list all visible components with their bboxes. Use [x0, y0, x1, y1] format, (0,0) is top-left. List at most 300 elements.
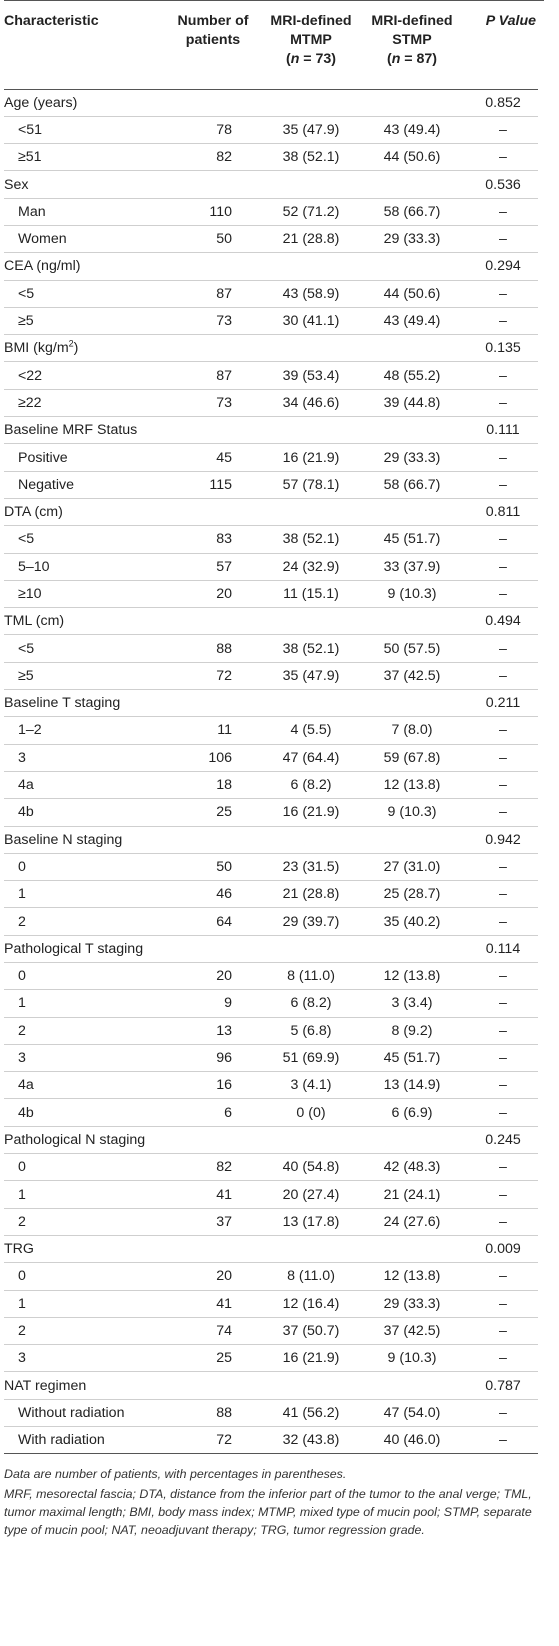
- patients-cell: 73: [216, 394, 232, 411]
- row-label-cell: [4, 990, 168, 1017]
- p-value-cell: –: [499, 1323, 507, 1339]
- p-value-cell: –: [499, 667, 507, 684]
- row-label-cell: [4, 1044, 168, 1071]
- row-label-cell: [4, 1263, 168, 1290]
- patients-cell: [168, 935, 258, 962]
- p-value-cell: –: [499, 749, 507, 766]
- patients-cell: [168, 1372, 258, 1399]
- table-group-row: [4, 826, 538, 853]
- patients-cell: 18: [216, 777, 232, 794]
- patients-cell: [168, 171, 258, 198]
- p-value-cell: –: [499, 722, 507, 739]
- table-footnotes: [4, 1465, 540, 1539]
- mtmp-cell: [258, 935, 364, 962]
- mtmp-cell: 11 (15.1): [283, 585, 339, 602]
- label-text: TML (cm): [4, 613, 65, 630]
- mtmp-cell: 35 (47.9): [282, 667, 340, 684]
- row-label-cell: [4, 1427, 168, 1454]
- header-characteristic: Characteristic: [4, 13, 99, 29]
- row-label-cell: [4, 553, 168, 580]
- mtmp-cell: 35 (47.9): [282, 121, 340, 138]
- table-row: [4, 1399, 538, 1426]
- label-text: <22: [18, 367, 43, 384]
- label-text: Positive: [18, 449, 68, 466]
- label-text: Negative: [18, 476, 74, 493]
- patients-cell: 110: [209, 203, 232, 220]
- patients-cell: 25: [216, 804, 232, 821]
- mtmp-cell: [258, 171, 364, 198]
- mtmp-cell: [258, 1372, 364, 1399]
- stmp-cell: 29 (33.3): [383, 449, 441, 466]
- mtmp-cell: 43 (58.9): [282, 285, 340, 302]
- label-text: 3: [18, 1050, 26, 1067]
- header-p-value: P Value: [485, 13, 536, 29]
- mtmp-cell: 12 (16.4): [282, 1295, 340, 1312]
- patients-cell: [168, 89, 258, 116]
- p-value-cell: –: [499, 1186, 507, 1203]
- mtmp-cell: [258, 690, 364, 717]
- mtmp-cell: 13 (17.8): [282, 1213, 340, 1230]
- stmp-cell: [364, 935, 460, 962]
- label-text: 1: [18, 886, 26, 903]
- patients-cell: 6: [224, 1104, 232, 1121]
- label-text: Sex: [4, 176, 29, 193]
- stmp-cell: [364, 89, 460, 116]
- mtmp-cell: 41 (56.2): [282, 1404, 340, 1421]
- patients-cell: [168, 826, 258, 853]
- table-group-row: [4, 1126, 538, 1153]
- table-row: [4, 362, 538, 389]
- p-value-cell: –: [499, 313, 507, 330]
- patients-cell: 13: [216, 1022, 232, 1039]
- label-text: Without radiation: [18, 1404, 125, 1421]
- mtmp-cell: [258, 253, 364, 280]
- p-value-cell: 0.111: [486, 422, 520, 439]
- patients-cell: 87: [216, 285, 232, 302]
- label-text: 5–10: [18, 558, 50, 575]
- label-text: <51: [18, 121, 43, 138]
- table-group-row: [4, 417, 538, 444]
- patients-cell: 72: [216, 1432, 232, 1449]
- p-value-cell: –: [499, 1295, 507, 1312]
- row-label-cell: [4, 881, 168, 908]
- mtmp-cell: [258, 826, 364, 853]
- p-value-cell: –: [499, 1213, 507, 1230]
- label-text: Age (years): [4, 94, 78, 111]
- table-group-row: [4, 89, 538, 116]
- mtmp-cell: 57 (78.1): [282, 476, 340, 493]
- table-row: [4, 144, 538, 171]
- row-label-cell: [4, 116, 168, 143]
- patients-cell: 83: [216, 531, 232, 548]
- mtmp-cell: 21 (28.8): [282, 886, 340, 903]
- patients-cell: 25: [216, 1350, 232, 1367]
- mtmp-cell: 38 (52.1): [282, 149, 340, 166]
- patients-cell: 82: [216, 1159, 232, 1176]
- p-value-cell: 0.494: [485, 613, 521, 630]
- row-label-cell: [4, 853, 168, 880]
- stmp-cell: 29 (33.3): [383, 231, 441, 248]
- patients-cell: [168, 608, 258, 635]
- stmp-cell: 43 (49.4): [383, 121, 441, 138]
- table-group-row: [4, 935, 538, 962]
- row-label-cell: [4, 662, 168, 689]
- stmp-cell: 44 (50.6): [383, 285, 441, 302]
- row-label-cell: [4, 771, 168, 798]
- p-value-cell: –: [499, 1077, 507, 1094]
- table-group-row: [4, 608, 538, 635]
- row-label-cell: [4, 799, 168, 826]
- p-value-cell: –: [499, 585, 507, 602]
- p-value-cell: –: [499, 285, 507, 302]
- patients-cell: 87: [216, 367, 232, 384]
- stmp-cell: 24 (27.6): [383, 1213, 441, 1230]
- patients-cell: 88: [216, 640, 232, 657]
- label-text: 4a: [18, 1077, 34, 1094]
- patients-cell: 64: [216, 913, 232, 930]
- footnote-data-note: Data are number of patients, with percentages in parentheses.: [4, 1467, 347, 1482]
- row-label-cell: [4, 280, 168, 307]
- row-label-cell: [4, 717, 168, 744]
- p-value-cell: –: [499, 995, 507, 1012]
- patients-cell: 11: [217, 722, 232, 739]
- p-value-cell: –: [499, 149, 507, 166]
- table-group-row: [4, 1372, 538, 1399]
- p-value-cell: 0.245: [485, 1131, 521, 1148]
- stmp-cell: [364, 608, 460, 635]
- patients-cell: 88: [216, 1404, 232, 1421]
- table-row: [4, 1017, 538, 1044]
- table-group-row: [4, 1235, 538, 1262]
- table-row: [4, 1044, 538, 1071]
- p-value-cell: 0.114: [485, 940, 521, 957]
- row-label-cell: [4, 744, 168, 771]
- table-row: [4, 744, 538, 771]
- mtmp-cell: 38 (52.1): [282, 640, 340, 657]
- patients-cell: 45: [216, 449, 232, 466]
- table-row: [4, 717, 538, 744]
- patients-cell: 96: [216, 1050, 232, 1067]
- label-text: TRG: [4, 1241, 34, 1258]
- stmp-cell: 9 (10.3): [387, 585, 437, 602]
- mtmp-cell: 16 (21.9): [282, 1350, 340, 1367]
- mtmp-cell: 16 (21.9): [282, 449, 340, 466]
- patients-cell: [168, 1235, 258, 1262]
- header-patients-line1: Number of: [177, 13, 249, 29]
- table-row: [4, 799, 538, 826]
- mtmp-cell: [258, 498, 364, 525]
- group-label-cell: [4, 826, 168, 853]
- stmp-cell: [364, 253, 460, 280]
- group-label-cell: [4, 608, 168, 635]
- patients-cell: 74: [216, 1323, 232, 1339]
- table-group-row: [4, 690, 538, 717]
- label-suffix: ): [73, 340, 79, 357]
- stmp-cell: 58 (66.7): [383, 476, 441, 493]
- p-value-cell: –: [499, 858, 507, 875]
- mtmp-cell: [258, 89, 364, 116]
- stmp-cell: [364, 826, 460, 853]
- row-label-cell: [4, 963, 168, 990]
- row-label-cell: [4, 1345, 168, 1372]
- label-text: 0: [18, 1268, 26, 1285]
- mtmp-cell: 29 (39.7): [282, 913, 340, 930]
- stmp-cell: 6 (6.9): [391, 1104, 433, 1121]
- table-row: [4, 662, 538, 689]
- group-label-cell: [4, 1126, 168, 1153]
- header-stmp-n: (n = 87): [386, 51, 438, 67]
- table-row: [4, 1317, 538, 1344]
- label-text: DTA (cm): [4, 504, 63, 521]
- mtmp-cell: [258, 1235, 364, 1262]
- p-value-cell: –: [499, 1404, 507, 1421]
- patients-cell: 20: [216, 1268, 232, 1285]
- row-label-cell: [4, 1208, 168, 1235]
- stmp-cell: 3 (3.4): [391, 995, 433, 1012]
- label-text: With radiation: [18, 1432, 105, 1449]
- patients-cell: [168, 335, 258, 362]
- stmp-cell: 45 (51.7): [383, 1050, 441, 1067]
- label-text: 2: [18, 913, 26, 930]
- label-text: <5: [18, 531, 35, 548]
- group-label-cell: [4, 1372, 168, 1399]
- stmp-cell: [364, 335, 460, 362]
- mtmp-cell: 3 (4.1): [290, 1077, 332, 1094]
- mtmp-cell: 23 (31.5): [282, 858, 340, 875]
- stmp-cell: 58 (66.7): [383, 203, 441, 220]
- label-text: 2: [18, 1022, 26, 1039]
- table-row: [4, 307, 538, 334]
- n-symbol: n: [290, 51, 300, 67]
- patients-cell: [168, 253, 258, 280]
- row-label-cell: [4, 1399, 168, 1426]
- table-row: [4, 580, 538, 607]
- characteristics-table: [4, 1, 538, 1454]
- table-container: [4, 0, 544, 1539]
- stmp-cell: 27 (31.0): [383, 858, 441, 875]
- patients-cell: 78: [216, 121, 232, 138]
- header-number-of-patients: [168, 1, 258, 89]
- group-label-cell: [4, 690, 168, 717]
- p-value-cell: –: [499, 968, 507, 985]
- p-value-cell: 0.536: [485, 176, 521, 193]
- table-header: [4, 1, 538, 89]
- table-row: [4, 280, 538, 307]
- stmp-cell: 29 (33.3): [383, 1295, 441, 1312]
- label-text: 3: [18, 1350, 26, 1367]
- mtmp-cell: 32 (43.8): [282, 1432, 340, 1449]
- row-label-cell: [4, 444, 168, 471]
- table-row: [4, 990, 538, 1017]
- mtmp-cell: [258, 417, 364, 444]
- p-value-cell: –: [499, 1104, 507, 1121]
- table-row: [4, 1099, 538, 1126]
- row-label-cell: [4, 580, 168, 607]
- mtmp-cell: 52 (71.2): [282, 203, 340, 220]
- p-value-cell: –: [499, 1350, 507, 1367]
- table-row: [4, 853, 538, 880]
- header-stmp-line2: STMP: [392, 32, 432, 48]
- table-row: [4, 1154, 538, 1181]
- label-text: 3: [18, 749, 26, 766]
- label-text: ≥22: [18, 394, 42, 411]
- table-row: [4, 771, 538, 798]
- label-text: 1–2: [18, 722, 42, 739]
- table-row: [4, 1427, 538, 1454]
- p-value-cell: –: [499, 476, 507, 493]
- label-text: Women: [18, 231, 67, 248]
- label-text: 1: [18, 1295, 26, 1312]
- mtmp-cell: 47 (64.4): [282, 749, 340, 766]
- stmp-cell: [364, 171, 460, 198]
- p-value-cell: –: [499, 804, 507, 821]
- p-value-cell: –: [499, 1159, 507, 1176]
- label-text: <5: [18, 640, 35, 657]
- table-row: [4, 116, 538, 143]
- p-value-cell: –: [499, 913, 507, 930]
- patients-cell: 115: [209, 476, 232, 493]
- patients-cell: 50: [216, 858, 232, 875]
- table-group-row: [4, 498, 538, 525]
- table-row: [4, 225, 538, 252]
- table-row: [4, 444, 538, 471]
- row-label-cell: [4, 1290, 168, 1317]
- label-text: 2: [18, 1323, 26, 1339]
- p-value-cell: –: [499, 449, 507, 466]
- header-mtmp-line2: MTMP: [290, 32, 332, 48]
- label-text: Baseline N staging: [4, 831, 123, 848]
- stmp-cell: 39 (44.8): [383, 394, 441, 411]
- mtmp-cell: 6 (8.2): [290, 777, 332, 794]
- patients-cell: 20: [216, 968, 232, 985]
- label-text: ≥5: [18, 313, 34, 330]
- p-value-cell: –: [499, 1022, 507, 1039]
- label-text: 0: [18, 968, 26, 985]
- stmp-cell: 43 (49.4): [383, 313, 441, 330]
- table-group-row: [4, 171, 538, 198]
- row-label-cell: [4, 526, 168, 553]
- mtmp-cell: 5 (6.8): [290, 1022, 332, 1039]
- mtmp-cell: 40 (54.8): [282, 1159, 340, 1176]
- table-group-row: [4, 335, 538, 362]
- stmp-cell: 37 (42.5): [383, 667, 441, 684]
- row-label-cell: [4, 1154, 168, 1181]
- stmp-cell: [364, 1235, 460, 1262]
- table-row: [4, 389, 538, 416]
- patients-cell: 73: [216, 313, 232, 330]
- table-row: [4, 881, 538, 908]
- patients-cell: [168, 1126, 258, 1153]
- stmp-cell: [364, 1372, 460, 1399]
- table-row: [4, 526, 538, 553]
- label-text: Pathological N staging: [4, 1131, 146, 1148]
- group-label-cell: [4, 89, 168, 116]
- mtmp-cell: 8 (11.0): [287, 968, 335, 985]
- patients-cell: 72: [216, 667, 232, 684]
- p-value-cell: 0.211: [485, 695, 521, 712]
- p-value-cell: –: [499, 231, 507, 248]
- patients-cell: 20: [216, 585, 232, 602]
- stmp-cell: 12 (13.8): [383, 968, 441, 985]
- row-label-cell: [4, 198, 168, 225]
- label-text: ≥5: [18, 667, 34, 684]
- stmp-cell: 45 (51.7): [383, 531, 441, 548]
- p-value-cell: –: [499, 367, 507, 384]
- header-stmp: [364, 1, 460, 89]
- label-text: ≥10: [18, 585, 42, 602]
- mtmp-cell: 16 (21.9): [282, 804, 340, 821]
- mtmp-cell: 20 (27.4): [282, 1186, 340, 1203]
- table-row: [4, 553, 538, 580]
- label-text: 1: [18, 995, 26, 1012]
- p-value-cell: –: [499, 777, 507, 794]
- stmp-cell: 12 (13.8): [383, 777, 441, 794]
- label-text: 4b: [18, 804, 34, 821]
- table-row: [4, 908, 538, 935]
- row-label-cell: [4, 225, 168, 252]
- table-body: [4, 89, 538, 1454]
- mtmp-cell: 34 (46.6): [282, 394, 340, 411]
- stmp-cell: 59 (67.8): [383, 749, 441, 766]
- row-label-cell: [4, 389, 168, 416]
- label-text: NAT regimen: [4, 1377, 87, 1394]
- mtmp-cell: 21 (28.8): [282, 231, 340, 248]
- patients-cell: 16: [216, 1077, 232, 1094]
- p-value-cell: 0.135: [485, 340, 521, 357]
- p-value-cell: –: [499, 886, 507, 903]
- stmp-cell: 40 (46.0): [383, 1432, 441, 1449]
- p-value-cell: 0.852: [485, 94, 521, 111]
- stmp-cell: [364, 417, 460, 444]
- p-value-cell: 0.811: [485, 504, 521, 521]
- mtmp-cell: 39 (53.4): [282, 367, 340, 384]
- label-text: ≥51: [18, 149, 42, 166]
- stmp-cell: 50 (57.5): [383, 640, 441, 657]
- table-row: [4, 1208, 538, 1235]
- label-text: BMI (kg/m: [4, 340, 69, 357]
- label-text: CEA (ng/ml): [4, 258, 81, 275]
- patients-cell: [168, 417, 258, 444]
- label-text: <5: [18, 285, 35, 302]
- p-value-cell: –: [499, 531, 507, 548]
- patients-cell: 46: [216, 886, 232, 903]
- stmp-cell: 35 (40.2): [383, 913, 441, 930]
- stmp-cell: 48 (55.2): [383, 367, 441, 384]
- row-label-cell: [4, 635, 168, 662]
- mtmp-cell: 0 (0): [296, 1104, 326, 1121]
- table-row: [4, 635, 538, 662]
- stmp-cell: 21 (24.1): [383, 1186, 441, 1203]
- row-label-cell: [4, 307, 168, 334]
- label-text: 1: [18, 1186, 26, 1203]
- group-label-cell: [4, 171, 168, 198]
- mtmp-cell: 6 (8.2): [290, 995, 332, 1012]
- p-value-cell: –: [499, 640, 507, 657]
- mtmp-cell: 30 (41.1): [282, 313, 340, 330]
- patients-cell: [168, 690, 258, 717]
- header-mtmp-n: (n = 73): [285, 51, 337, 67]
- table-row: [4, 471, 538, 498]
- row-label-cell: [4, 908, 168, 935]
- label-text: Pathological T staging: [4, 940, 144, 957]
- p-value-cell: –: [499, 121, 507, 138]
- label-text: 2: [18, 1213, 26, 1230]
- label-text: 0: [18, 1159, 26, 1176]
- mtmp-cell: 4 (5.5): [290, 722, 332, 739]
- header-mtmp-line1: MRI-defined: [270, 13, 352, 29]
- p-value-cell: 0.942: [485, 831, 521, 848]
- mtmp-cell: 51 (69.9): [282, 1050, 340, 1067]
